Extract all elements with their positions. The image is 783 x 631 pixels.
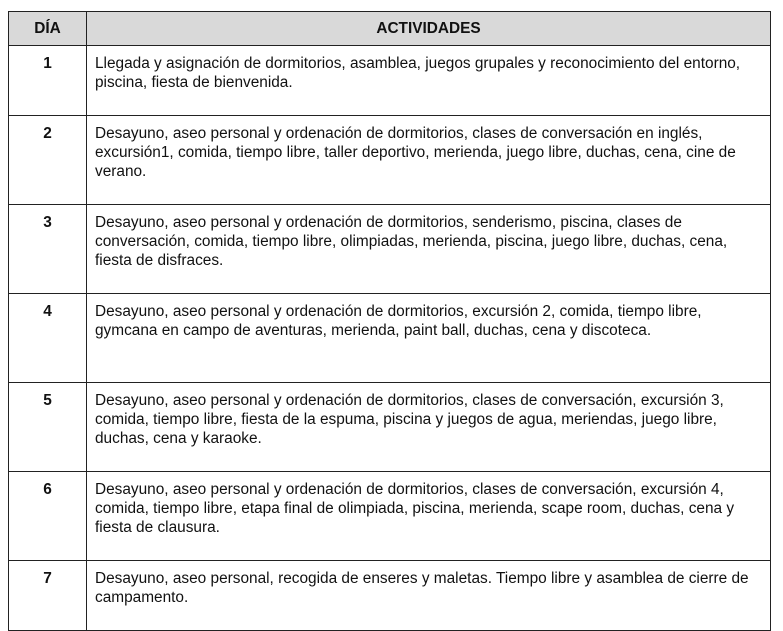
activities-text: Llegada y asignación de dormitorios, asamblea, juegos grupales y reconocimiento del entorno, piscina, fiesta de bienvenida.: [87, 46, 771, 116]
table-row: [9, 561, 771, 631]
day-number: 6: [9, 472, 87, 561]
day-number: 1: [9, 46, 87, 116]
header-row: [9, 12, 771, 46]
table-header: [9, 12, 771, 46]
day-number: 5: [9, 383, 87, 472]
activities-text: Desayuno, aseo personal y ordenación de dormitorios, clases de conversación, excursión 3, comida, tiempo libre, fiesta de la espuma, piscina y juegos de agua, meriendas, juego libre, duchas, cena y karaoke.: [87, 383, 771, 472]
day-number: 3: [9, 205, 87, 294]
day-number: 2: [9, 116, 87, 205]
table-row: [9, 472, 771, 561]
day-number: 4: [9, 294, 87, 383]
table-row: [9, 205, 771, 294]
table-row: [9, 294, 771, 383]
schedule-table: [8, 11, 771, 631]
activities-text: Desayuno, aseo personal y ordenación de dormitorios, clases de conversación, excursión 4, comida, tiempo libre, etapa final de olimpiada, piscina, merienda, scape room, duchas, cena y fiesta de clausura.: [87, 472, 771, 561]
activities-text: Desayuno, aseo personal, recogida de enseres y maletas. Tiempo libre y asamblea de cierre de campamento.: [87, 561, 771, 631]
table-row: [9, 116, 771, 205]
activities-text: Desayuno, aseo personal y ordenación de dormitorios, senderismo, piscina, clases de conversación, comida, tiempo libre, olimpiadas, merienda, piscina, juego libre, duchas, cena, fiesta de disfraces.: [87, 205, 771, 294]
table-row: [9, 383, 771, 472]
activities-column-header: ACTIVIDADES: [87, 12, 771, 46]
table-row: [9, 46, 771, 116]
activities-text: Desayuno, aseo personal y ordenación de dormitorios, clases de conversación en inglés, excursión1, comida, tiempo libre, taller deportivo, merienda, juego libre, duchas, cena, cine de verano.: [87, 116, 771, 205]
table-body: [9, 46, 771, 631]
day-column-header: DÍA: [9, 12, 87, 46]
day-number: 7: [9, 561, 87, 631]
activities-text: Desayuno, aseo personal y ordenación de dormitorios, excursión 2, comida, tiempo libre, gymcana en campo de aventuras, merienda, paint ball, duchas, cena y discoteca.: [87, 294, 771, 383]
